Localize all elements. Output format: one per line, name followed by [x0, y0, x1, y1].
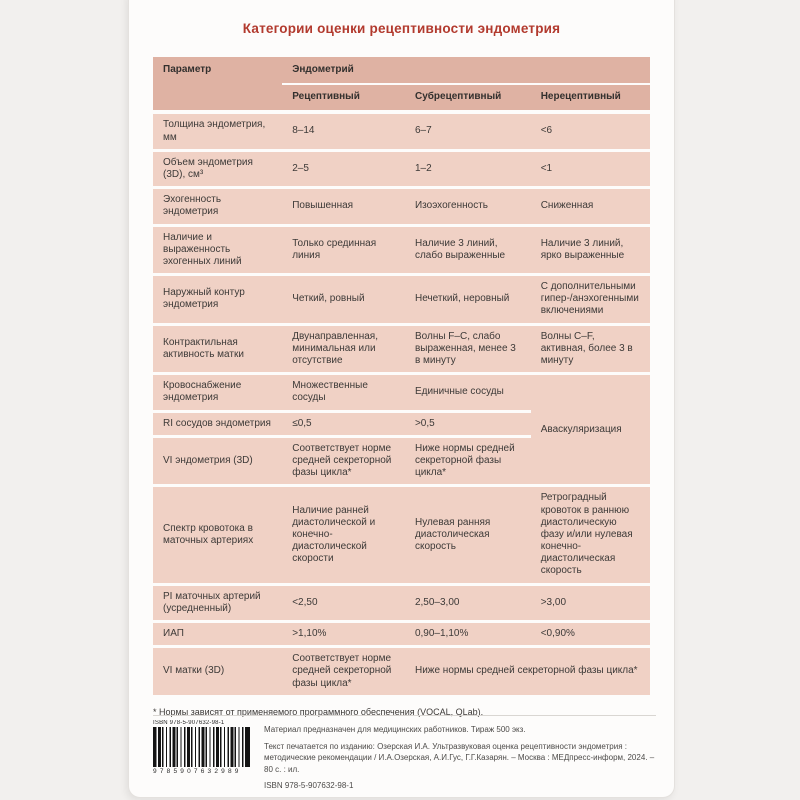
page-title: Категории оценки рецептивности эндометрия [242, 21, 561, 36]
value-cell: Сниженная [531, 188, 650, 225]
value-cell: Множественные сосуды [282, 374, 405, 411]
param-cell: VI матки (3D) [153, 647, 282, 695]
col-header-receptive: Рецептивный [282, 84, 405, 112]
table-row [153, 112, 650, 150]
value-cell: 2,50–3,00 [405, 584, 531, 621]
table-row [153, 225, 650, 275]
table-row [153, 150, 650, 187]
barcode-isbn-text: ISBN 978-5-907632-98-1 [153, 720, 225, 726]
value-cell: 2–5 [282, 150, 405, 187]
col-header-subreceptive: Субрецептивный [405, 84, 531, 112]
value-cell: Ретроградный кровоток в раннюю диастолическую фазу и/или нулевая конечно-диастолическая скорость [531, 486, 650, 584]
table-header-row-group [153, 57, 650, 84]
param-cell: PI маточных артерий (усредненный) [153, 584, 282, 621]
param-cell: ИАП [153, 622, 282, 647]
table-row [153, 622, 650, 647]
imprint-isbn-line: ISBN 978-5-907632-98-1 [264, 781, 354, 791]
value-cell: Наличие ранней диастолической и конечно-диастолической скорости [282, 486, 405, 584]
document-page [128, 0, 675, 798]
table-row [153, 188, 650, 225]
table-row [153, 324, 650, 374]
table-row [153, 584, 650, 621]
value-cell: 8–14 [282, 112, 405, 150]
value-cell: Нечеткий, неровный [405, 275, 531, 325]
param-cell: VI эндометрия (3D) [153, 436, 282, 486]
param-cell: Спектр кровотока в маточных артериях [153, 486, 282, 584]
param-header-cell: Параметр [153, 57, 282, 112]
value-cell: >1,10% [282, 622, 405, 647]
imprint-text [264, 720, 656, 797]
value-cell: 6–7 [405, 112, 531, 150]
value-cell: Четкий, ровный [282, 275, 405, 325]
isbn-barcode [153, 720, 250, 775]
value-cell: <6 [531, 112, 650, 150]
value-cell: Волны F–C, слабо выраженная, менее 3 в минуту [405, 324, 531, 374]
value-cell-merged: Ниже нормы средней секреторной фазы цикла* [405, 647, 650, 695]
group-header-cell: Эндометрий [282, 57, 650, 84]
table-header [153, 57, 650, 112]
value-cell: 1–2 [405, 150, 531, 187]
value-cell: Ниже нормы средней секреторной фазы цикла* [405, 436, 531, 486]
value-cell: Соответствует норме средней секреторной фазы цикла* [282, 436, 405, 486]
param-cell: Эхогенность эндометрия [153, 188, 282, 225]
imprint-source-line: Текст печатается по изданию: Озерская И.А. Ультразвуковая оценка рецептивности эндометрия : методические рекомендации / И.А.Озерская, А.И.Гус, Г.Г.Казарян. – Москва : МЕДпресс-информ, 2024. – 80 с. : ил. [264, 741, 655, 774]
value-cell: Двунаправленная, минимальная или отсутствие [282, 324, 405, 374]
barcode-digits: 9785907632989 [153, 768, 242, 775]
value-cell: >3,00 [531, 584, 650, 621]
value-cell: <2,50 [282, 584, 405, 621]
value-cell: 0,90–1,10% [405, 622, 531, 647]
value-cell: ≤0,5 [282, 411, 405, 436]
value-cell: Наличие 3 линий, ярко выраженные [531, 225, 650, 275]
value-cell: <1 [531, 150, 650, 187]
table-row [153, 486, 650, 584]
page-content [129, 0, 674, 797]
receptivity-table [153, 57, 650, 695]
param-cell: Объем эндометрия (3D), см³ [153, 150, 282, 187]
imprint-audience-line: Материал предназначен для медицинских работников. Тираж 500 экз. [264, 725, 526, 734]
col-header-nonreceptive: Нерецептивный [531, 84, 650, 112]
param-cell: Наружный контур эндометрия [153, 275, 282, 325]
value-cell: Наличие 3 линий, слабо выраженные [405, 225, 531, 275]
value-cell: Волны C–F, активная, более 3 в минуту [531, 324, 650, 374]
value-cell: Изоэхогенность [405, 188, 531, 225]
param-cell: Контрактильная активность матки [153, 324, 282, 374]
table-row [153, 374, 650, 411]
param-cell: RI сосудов эндометрия [153, 411, 282, 436]
table-row [153, 647, 650, 695]
value-cell: С дополнительными гипер-/анэхогенными включениями [531, 275, 650, 325]
value-cell: Нулевая ранняя диастолическая скорость [405, 486, 531, 584]
imprint-section [153, 715, 656, 797]
footnote: * Нормы зависят от применяемого программного обеспечения (VOCAL, QLab). [153, 706, 484, 717]
param-cell: Толщина эндометрия, мм [153, 112, 282, 150]
param-cell: Кровоснабжение эндометрия [153, 374, 282, 411]
value-cell: Единичные сосуды [405, 374, 531, 411]
value-cell: >0,5 [405, 411, 531, 436]
table-body [153, 112, 650, 694]
barcode-bars [153, 727, 250, 767]
value-cell-avascularization: Аваскуляризация [531, 374, 650, 486]
table-row [153, 275, 650, 325]
value-cell: Только срединная линия [282, 225, 405, 275]
value-cell: Соответствует норме средней секреторной фазы цикла* [282, 647, 405, 695]
param-cell: Наличие и выраженность эхогенных линий [153, 225, 282, 275]
value-cell: Повышенная [282, 188, 405, 225]
value-cell: <0,90% [531, 622, 650, 647]
